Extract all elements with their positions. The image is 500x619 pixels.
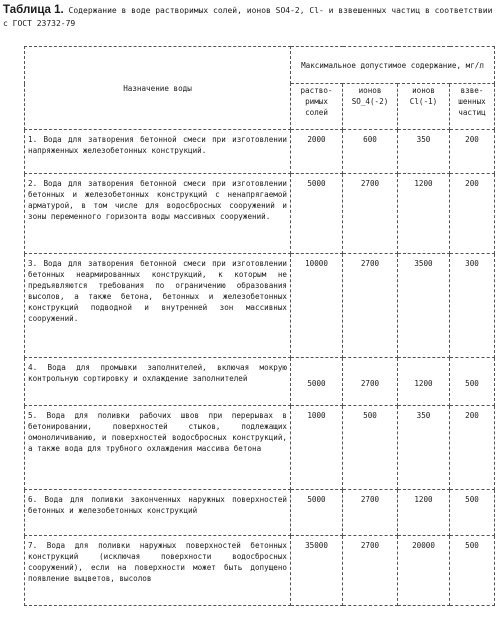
cell-suspended: 500 — [450, 358, 495, 406]
cell-so4: 2700 — [343, 358, 398, 406]
cell-cl: 3500 — [398, 254, 450, 358]
table-row — [25, 254, 495, 358]
cell-salts: 35000 — [291, 536, 343, 606]
cell-cl: 1200 — [398, 174, 450, 254]
cell-salts: 10000 — [291, 254, 343, 358]
water-requirements-table — [24, 46, 495, 606]
cell-cl: 350 — [398, 406, 450, 490]
cell-cl: 350 — [398, 130, 450, 174]
header-purpose: Назначение воды — [25, 47, 291, 130]
cell-salts: 2000 — [291, 130, 343, 174]
table-row — [25, 174, 495, 254]
cell-salts: 5000 — [291, 358, 343, 406]
header-suspended: взве-шенных частиц — [450, 84, 495, 130]
header-so4: ионов SO_4(-2) — [343, 84, 398, 130]
row-purpose: 6. Вода для поливки законченных наружных поверхностей бетонных и железобетонных конструкций — [25, 490, 291, 536]
caption-label: Таблица 1. — [3, 4, 64, 16]
cell-salts: 5000 — [291, 490, 343, 536]
row-purpose: 1. Вода для затворения бетонной смеси при изготовлении напряженных железобетонных конструкций. — [25, 130, 291, 174]
cell-salts: 1000 — [291, 406, 343, 490]
cell-suspended: 200 — [450, 174, 495, 254]
row-purpose: 2. Вода для затворения бетонной смеси при изготовлении бетонных и железобетонных конструкций с ненапрягаемой арматурой, в том числе для водосбросных сооружений и зоны переменного горизонта воды массивных сооружений. — [25, 174, 291, 254]
cell-so4: 2700 — [343, 174, 398, 254]
cell-cl: 1200 — [398, 358, 450, 406]
cell-so4: 600 — [343, 130, 398, 174]
cell-so4: 2700 — [343, 490, 398, 536]
cell-suspended: 500 — [450, 490, 495, 536]
cell-salts: 5000 — [291, 174, 343, 254]
table-caption — [3, 4, 497, 30]
header-max-content: Максимальное допустимое содержание, мг/л — [291, 47, 495, 84]
row-purpose: 3. Вода для затворения бетонной смеси при изготовлении бетонных неармированных конструкций, к которым не предъявляются требования по ограничению образования высолов, а также бетона, бетонных и железобетонных конструкций подводной и внутренней зон массивных сооружений. — [25, 254, 291, 358]
cell-suspended: 200 — [450, 130, 495, 174]
cell-cl: 20000 — [398, 536, 450, 606]
row-purpose: 4. Вода для промывки заполнителей, включая мокрую контрольную сортировку и охлаждение заполнителей — [25, 358, 291, 406]
cell-so4: 500 — [343, 406, 398, 490]
cell-so4: 2700 — [343, 254, 398, 358]
cell-cl: 1200 — [398, 490, 450, 536]
table-row — [25, 406, 495, 490]
cell-suspended: 300 — [450, 254, 495, 358]
caption-text: Содержание в воде растворимых солей, ионов SO4-2, Cl- и взвешенных частиц в соответствии с ГОСТ 23732-79 — [3, 6, 493, 28]
header-salts: раство-римых солей — [291, 84, 343, 130]
table-row — [25, 130, 495, 174]
cell-so4: 2700 — [343, 536, 398, 606]
row-purpose: 7. Вода для поливки наружных поверхностей бетонных конструкций (исключая поверхности водосбросных сооружений), если на поверхности может быть допущено появление выцветов, высолов — [25, 536, 291, 606]
header-row-top — [25, 47, 495, 84]
row-purpose: 5. Вода для поливки рабочих швов при перерывах в бетонировании, поверхностей стыков, подлежащих омоноличиванию, и поверхностей водосбросных конструкций, а также вода для трубного охлаждения массива бетона — [25, 406, 291, 490]
table-row — [25, 536, 495, 606]
cell-suspended: 500 — [450, 536, 495, 606]
table-row — [25, 490, 495, 536]
table-row — [25, 358, 495, 406]
cell-suspended: 200 — [450, 406, 495, 490]
header-cl: ионов Cl(-1) — [398, 84, 450, 130]
